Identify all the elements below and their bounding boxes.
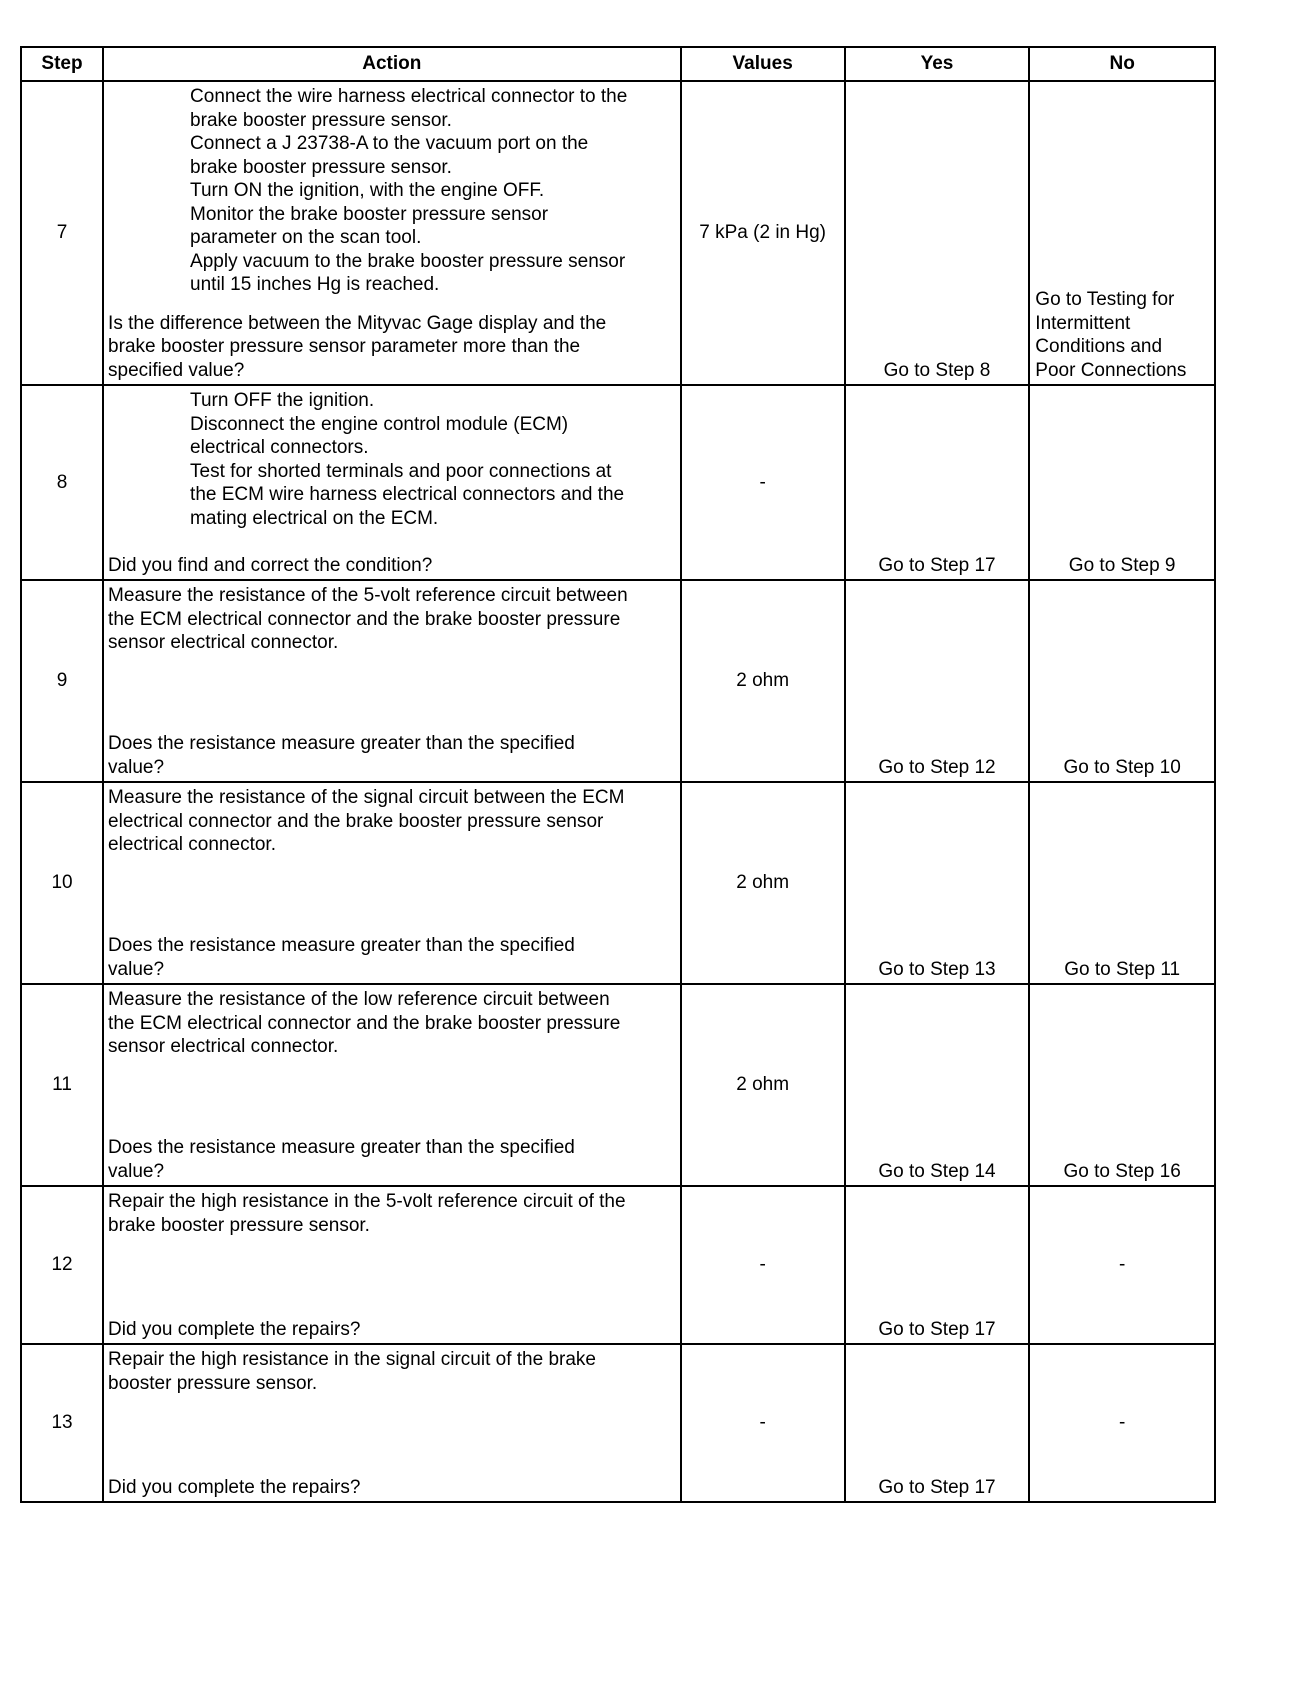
header-action: Action [103, 47, 681, 81]
instruction-line: Repair the high resistance in the 5-volt reference circuit of the [108, 1191, 626, 1212]
instruction-line: Turn OFF the ignition. [190, 390, 375, 411]
instruction-line: parameter on the scan tool. [190, 227, 422, 248]
instruction-line: Measure the resistance of the signal circuit between the ECM [108, 787, 625, 808]
table-row [21, 81, 1215, 385]
instruction-line: Connect a J 23738-A to the vacuum port on the [190, 133, 589, 154]
instruction-line: Monitor the brake booster pressure sensor [190, 203, 549, 225]
question-line: Does the resistance measure greater than the specified [108, 733, 575, 754]
instruction-line: Apply vacuum to the brake booster pressure sensor [190, 250, 626, 272]
instruction-line: booster pressure sensor. [108, 1372, 318, 1394]
instruction-line: brake booster pressure sensor. [108, 1214, 370, 1236]
values-cell: - [681, 1186, 845, 1344]
action-instructions [104, 985, 680, 1059]
step-number: 10 [21, 782, 103, 984]
action-cell [103, 782, 681, 984]
no-cell [1029, 1344, 1215, 1502]
values-cell: - [681, 385, 845, 580]
question-line: value? [108, 756, 165, 778]
no-line: - [1118, 1412, 1126, 1434]
question-line: brake booster pressure sensor parameter more than the [108, 336, 581, 357]
yes-cell: Go to Step 17 [845, 385, 1030, 580]
instruction-line: Test for shorted terminals and poor connections at [190, 460, 612, 482]
no-line: Conditions and [1035, 336, 1163, 357]
values-cell: 2 ohm [681, 580, 845, 782]
step-number: 11 [21, 984, 103, 1186]
values-cell: 7 kPa (2 in Hg) [681, 81, 845, 385]
action-cell [103, 81, 681, 385]
action-cell [103, 984, 681, 1186]
action-cell [103, 580, 681, 782]
no-line: Go to Step 16 [1063, 1160, 1181, 1182]
action-question [104, 312, 680, 385]
action-instructions [104, 1345, 680, 1395]
no-line: Go to Testing for [1035, 289, 1175, 310]
action-cell [103, 1186, 681, 1344]
yes-cell: Go to Step 17 [845, 1344, 1030, 1502]
step-number: 12 [21, 1186, 103, 1344]
action-question [104, 1476, 680, 1502]
question-line: Is the difference between the Mityvac Gage display and the [108, 312, 607, 334]
table-row [21, 385, 1215, 580]
action-cell [103, 385, 681, 580]
instruction-line: until 15 inches Hg is reached. [190, 274, 440, 295]
yes-cell: Go to Step 17 [845, 1186, 1030, 1344]
no-line: Go to Step 10 [1063, 756, 1181, 778]
action-cell [103, 1344, 681, 1502]
table-header-row [21, 47, 1215, 81]
yes-cell: Go to Step 14 [845, 984, 1030, 1186]
no-cell [1029, 580, 1215, 782]
instruction-line: Connect the wire harness electrical connector to the [190, 86, 628, 107]
action-instructions [104, 783, 680, 857]
instruction-line: Measure the resistance of the 5-volt reference circuit between [108, 585, 628, 606]
action-question [104, 554, 680, 580]
question-line: value? [108, 1160, 165, 1182]
instruction-line: brake booster pressure sensor. [190, 156, 452, 178]
no-cell [1029, 782, 1215, 984]
header-step: Step [21, 47, 103, 81]
no-cell [1029, 385, 1215, 580]
action-question [104, 732, 680, 781]
action-question [104, 1318, 680, 1344]
header-no: No [1029, 47, 1215, 81]
action-question [104, 1136, 680, 1185]
no-line: Poor Connections [1035, 359, 1187, 381]
no-cell [1029, 1186, 1215, 1344]
question-line: specified value? [108, 359, 245, 381]
no-line: Go to Step 9 [1068, 554, 1176, 576]
yes-cell: Go to Step 8 [845, 81, 1030, 385]
values-cell: 2 ohm [681, 782, 845, 984]
instruction-line: electrical connector. [108, 834, 276, 855]
question-line: Did you complete the repairs? [108, 1476, 361, 1498]
table-row [21, 782, 1215, 984]
table-row [21, 1344, 1215, 1502]
header-values: Values [681, 47, 845, 81]
instruction-line: Measure the resistance of the low reference circuit between [108, 989, 610, 1010]
table-row [21, 580, 1215, 782]
step-number: 9 [21, 580, 103, 782]
action-instructions [104, 581, 680, 655]
instruction-line: electrical connectors. [190, 437, 369, 458]
values-cell: 2 ohm [681, 984, 845, 1186]
instruction-line: the ECM wire harness electrical connectors and the [190, 484, 625, 505]
question-line: Did you complete the repairs? [108, 1318, 361, 1340]
instruction-line: Repair the high resistance in the signal circuit of the brake [108, 1349, 596, 1370]
values-cell: - [681, 1344, 845, 1502]
no-line: - [1118, 1254, 1126, 1276]
instruction-line: sensor electrical connector. [108, 632, 339, 653]
action-instructions [104, 386, 680, 530]
action-instructions [104, 1187, 680, 1237]
no-cell [1029, 81, 1215, 385]
question-line: Does the resistance measure greater than the specified [108, 1137, 575, 1158]
yes-cell: Go to Step 12 [845, 580, 1030, 782]
action-instructions [104, 82, 680, 297]
yes-cell: Go to Step 13 [845, 782, 1030, 984]
no-line: Intermittent [1035, 312, 1131, 334]
step-number: 8 [21, 385, 103, 580]
question-line: value? [108, 958, 165, 980]
instruction-line: mating electrical on the ECM. [190, 507, 439, 529]
instruction-line: sensor electrical connector. [108, 1036, 339, 1057]
action-question [104, 934, 680, 983]
step-number: 7 [21, 81, 103, 385]
instruction-line: electrical connector and the brake booster pressure sensor [108, 810, 604, 832]
instruction-line: Turn ON the ignition, with the engine OFF. [190, 180, 545, 201]
instruction-line: Disconnect the engine control module (ECM) [190, 413, 569, 435]
header-yes: Yes [845, 47, 1030, 81]
table-row [21, 984, 1215, 1186]
diagnostic-table [20, 46, 1216, 1503]
instruction-line: the ECM electrical connector and the brake booster pressure [108, 1012, 621, 1034]
table-row [21, 1186, 1215, 1344]
no-cell [1029, 984, 1215, 1186]
instruction-line: the ECM electrical connector and the brake booster pressure [108, 608, 621, 630]
question-line: Did you find and correct the condition? [108, 554, 433, 576]
question-line: Does the resistance measure greater than the specified [108, 935, 575, 956]
instruction-line: brake booster pressure sensor. [190, 109, 452, 131]
no-line: Go to Step 11 [1064, 958, 1181, 980]
step-number: 13 [21, 1344, 103, 1502]
